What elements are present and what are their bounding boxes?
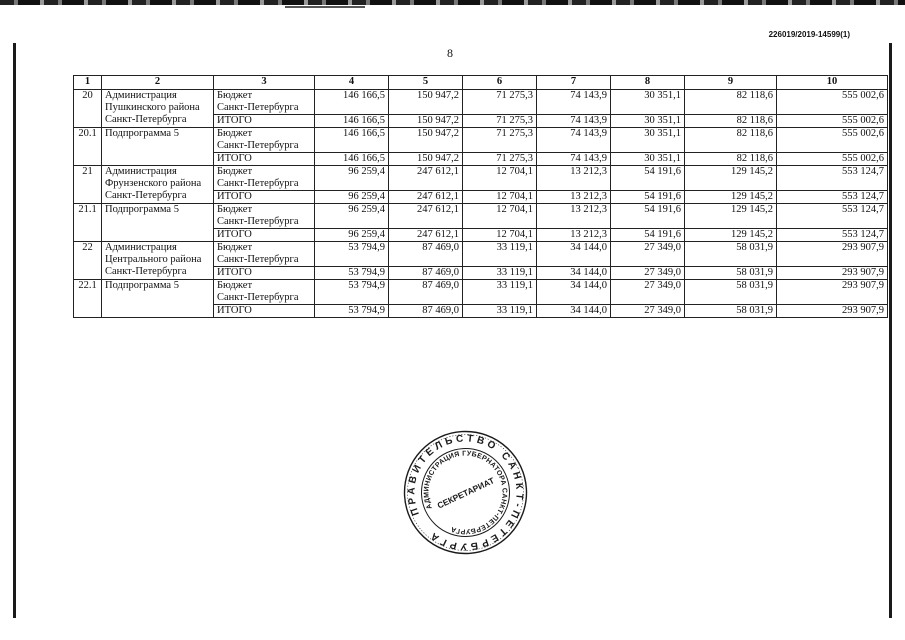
total-value-cell: 150 947,2 [389, 115, 463, 128]
funding-source-line: Бюджет [217, 280, 253, 291]
organization-cell [102, 242, 214, 280]
organization-cell [102, 280, 214, 318]
value-cell: 150 947,2 [389, 128, 463, 153]
value-cell: 82 118,6 [685, 128, 777, 153]
total-value-cell: 71 275,3 [463, 115, 537, 128]
value-cell: 129 145,2 [685, 204, 777, 229]
value-cell: 71 275,3 [463, 128, 537, 153]
total-value-cell: 13 212,3 [537, 229, 611, 242]
total-value-cell: 53 794,9 [315, 305, 389, 318]
total-value-cell: 87 469,0 [389, 305, 463, 318]
column-header-4: 4 [315, 76, 389, 90]
value-cell: 33 119,1 [463, 242, 537, 267]
organization-cell [102, 166, 214, 204]
total-value-cell: 33 119,1 [463, 267, 537, 280]
column-header-8: 8 [611, 76, 685, 90]
table-row [74, 128, 888, 153]
stamp-inner-text: АДМИНИСТРАЦИЯ ГУБЕРНАТОРА САНКТ-ПЕТЕРБУРГА [423, 450, 508, 535]
value-cell: 555 002,6 [777, 90, 888, 115]
funding-source-line: Санкт-Петербурга [217, 102, 299, 113]
funding-source-cell [214, 242, 315, 267]
total-value-cell: 33 119,1 [463, 305, 537, 318]
value-cell: 27 349,0 [611, 242, 685, 267]
table-row [74, 242, 888, 267]
value-cell: 82 118,6 [685, 90, 777, 115]
row-number: 21.1 [74, 204, 102, 242]
row-number: 21 [74, 166, 102, 204]
funding-source-line: Бюджет [217, 90, 253, 101]
value-cell: 13 212,3 [537, 204, 611, 229]
document-number: 226019/2019-14599(1) [768, 30, 850, 39]
organization-line: Подпрограмма 5 [105, 204, 179, 215]
funding-source-line: Санкт-Петербурга [217, 292, 299, 303]
column-header-5: 5 [389, 76, 463, 90]
value-cell: 87 469,0 [389, 242, 463, 267]
value-cell: 34 144,0 [537, 280, 611, 305]
value-cell: 53 794,9 [315, 242, 389, 267]
funding-source-line: Санкт-Петербурга [217, 216, 299, 227]
total-value-cell: 293 907,9 [777, 267, 888, 280]
total-value-cell: 96 259,4 [315, 229, 389, 242]
total-value-cell: 54 191,6 [611, 191, 685, 204]
value-cell: 30 351,1 [611, 128, 685, 153]
total-value-cell: 13 212,3 [537, 191, 611, 204]
column-header-9: 9 [685, 76, 777, 90]
total-value-cell: 30 351,1 [611, 115, 685, 128]
funding-source-cell [214, 90, 315, 115]
total-value-cell: 27 349,0 [611, 267, 685, 280]
organization-cell [102, 128, 214, 166]
organization-line: Подпрограмма 5 [105, 128, 179, 139]
organization-line: Администрация [105, 90, 177, 101]
funding-source-cell [214, 280, 315, 305]
table-body [74, 90, 888, 318]
total-value-cell: 146 166,5 [315, 115, 389, 128]
total-label: ИТОГО [214, 267, 315, 280]
total-value-cell: 87 469,0 [389, 267, 463, 280]
organization-line: Фрунзенского района [105, 178, 202, 189]
value-cell: 71 275,3 [463, 90, 537, 115]
value-cell: 555 002,6 [777, 128, 888, 153]
funding-source-line: Санкт-Петербурга [217, 178, 299, 189]
value-cell: 146 166,5 [315, 128, 389, 153]
total-value-cell: 247 612,1 [389, 229, 463, 242]
value-cell: 293 907,9 [777, 242, 888, 267]
total-value-cell: 129 145,2 [685, 191, 777, 204]
total-value-cell: 12 704,1 [463, 191, 537, 204]
value-cell: 30 351,1 [611, 90, 685, 115]
value-cell: 74 143,9 [537, 128, 611, 153]
total-value-cell: 58 031,9 [685, 267, 777, 280]
row-number: 22.1 [74, 280, 102, 318]
value-cell: 74 143,9 [537, 90, 611, 115]
value-cell: 54 191,6 [611, 166, 685, 191]
scan-artifact [285, 6, 365, 8]
row-number: 22 [74, 242, 102, 280]
row-number: 20.1 [74, 128, 102, 166]
total-label: ИТОГО [214, 115, 315, 128]
total-value-cell: 74 143,9 [537, 153, 611, 166]
total-value-cell: 34 144,0 [537, 267, 611, 280]
total-label: ИТОГО [214, 191, 315, 204]
total-value-cell: 553 124,7 [777, 229, 888, 242]
total-label: ИТОГО [214, 305, 315, 318]
stamp-outer-text: ПРАВИТЕЛЬСТВО САНКТ-ПЕТЕРБУРГА [406, 433, 525, 552]
funding-source-line: Бюджет [217, 128, 253, 139]
funding-source-cell [214, 128, 315, 153]
value-cell: 58 031,9 [685, 242, 777, 267]
organization-cell [102, 204, 214, 242]
budget-table [73, 75, 888, 318]
value-cell: 87 469,0 [389, 280, 463, 305]
total-value-cell: 293 907,9 [777, 305, 888, 318]
column-header-2: 2 [102, 76, 214, 90]
column-header-10: 10 [777, 76, 888, 90]
stamp-center-text: СЕКРЕТАРИАТ [435, 475, 496, 511]
total-value-cell: 129 145,2 [685, 229, 777, 242]
total-value-cell: 30 351,1 [611, 153, 685, 166]
funding-source-line: Бюджет [217, 242, 253, 253]
total-value-cell: 58 031,9 [685, 305, 777, 318]
value-cell: 53 794,9 [315, 280, 389, 305]
value-cell: 129 145,2 [685, 166, 777, 191]
table-header [74, 76, 888, 90]
column-header-1: 1 [74, 76, 102, 90]
value-cell: 54 191,6 [611, 204, 685, 229]
value-cell: 247 612,1 [389, 204, 463, 229]
column-header-7: 7 [537, 76, 611, 90]
total-value-cell: 146 166,5 [315, 153, 389, 166]
funding-source-line: Бюджет [217, 204, 253, 215]
left-border-line [13, 43, 16, 618]
total-value-cell: 82 118,6 [685, 115, 777, 128]
organization-line: Подпрограмма 5 [105, 280, 179, 291]
organization-line: Центрального района [105, 254, 202, 265]
value-cell: 150 947,2 [389, 90, 463, 115]
page-number: 8 [447, 46, 453, 60]
table-row [74, 204, 888, 229]
table-row [74, 90, 888, 115]
total-value-cell: 27 349,0 [611, 305, 685, 318]
value-cell: 96 259,4 [315, 204, 389, 229]
value-cell: 146 166,5 [315, 90, 389, 115]
total-value-cell: 34 144,0 [537, 305, 611, 318]
total-value-cell: 82 118,6 [685, 153, 777, 166]
organization-line: Санкт-Петербурга [105, 114, 187, 125]
value-cell: 96 259,4 [315, 166, 389, 191]
organization-line: Администрация [105, 166, 177, 177]
organization-line: Администрация [105, 242, 177, 253]
organization-line: Санкт-Петербурга [105, 190, 187, 201]
total-value-cell: 555 002,6 [777, 115, 888, 128]
organization-line: Санкт-Петербурга [105, 266, 187, 277]
table-row [74, 280, 888, 305]
value-cell: 13 212,3 [537, 166, 611, 191]
total-value-cell: 12 704,1 [463, 229, 537, 242]
value-cell: 58 031,9 [685, 280, 777, 305]
value-cell: 247 612,1 [389, 166, 463, 191]
value-cell: 553 124,7 [777, 204, 888, 229]
total-value-cell: 555 002,6 [777, 153, 888, 166]
value-cell: 553 124,7 [777, 166, 888, 191]
total-value-cell: 54 191,6 [611, 229, 685, 242]
organization-line: Пушкинского района [105, 102, 200, 113]
funding-source-cell [214, 204, 315, 229]
value-cell: 34 144,0 [537, 242, 611, 267]
scan-top-edge [0, 0, 905, 5]
table-row [74, 166, 888, 191]
secretariat-seal-stamp [398, 430, 533, 555]
row-number: 20 [74, 90, 102, 128]
total-value-cell: 96 259,4 [315, 191, 389, 204]
column-header-6: 6 [463, 76, 537, 90]
value-cell: 33 119,1 [463, 280, 537, 305]
value-cell: 293 907,9 [777, 280, 888, 305]
total-value-cell: 150 947,2 [389, 153, 463, 166]
value-cell: 27 349,0 [611, 280, 685, 305]
total-value-cell: 553 124,7 [777, 191, 888, 204]
organization-cell [102, 90, 214, 128]
total-value-cell: 247 612,1 [389, 191, 463, 204]
funding-source-cell [214, 166, 315, 191]
total-value-cell: 74 143,9 [537, 115, 611, 128]
column-header-3: 3 [214, 76, 315, 90]
value-cell: 12 704,1 [463, 204, 537, 229]
funding-source-line: Бюджет [217, 166, 253, 177]
total-label: ИТОГО [214, 229, 315, 242]
total-value-cell: 71 275,3 [463, 153, 537, 166]
funding-source-line: Санкт-Петербурга [217, 254, 299, 265]
header-row [74, 76, 888, 90]
right-border-line [889, 43, 892, 618]
funding-source-line: Санкт-Петербурга [217, 140, 299, 151]
value-cell: 12 704,1 [463, 166, 537, 191]
total-value-cell: 53 794,9 [315, 267, 389, 280]
total-label: ИТОГО [214, 153, 315, 166]
